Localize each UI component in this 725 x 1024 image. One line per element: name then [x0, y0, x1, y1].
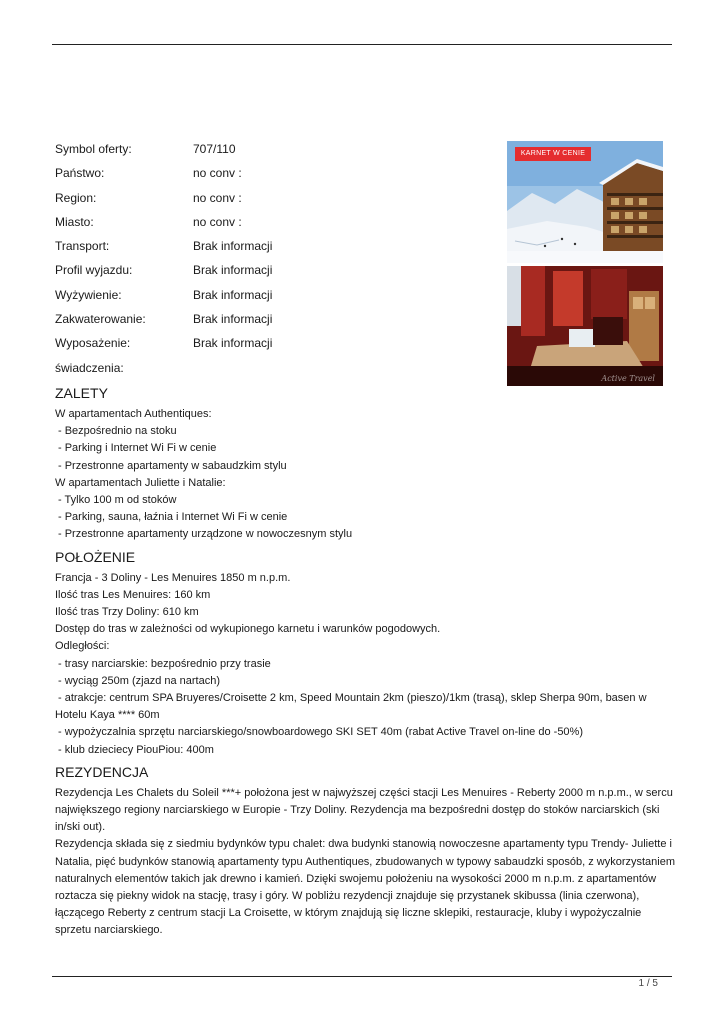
spec-label: Wyposażenie: [55, 336, 131, 351]
list-item: Hotelu Kaya **** 60m [55, 709, 160, 722]
spec-row [55, 361, 475, 385]
rezydencja-paragraph: Rezydencja składa się z siedmiu bydynków typu chalet: dwa budynki stanowią nowoczesne apartamenty typu Trendy- Juliette i Natalia, pięć budynków stanowią apartamenty typu Authentiques, zbudowanych w typowy sabaudzki sposób, z wykorzystaniem naturalnych elementów takich jak drewno i kamień. Dzięki swojemu położeniu na wysokości 2000 m n.p.m. z apartamentów roztacza się piekny widok na stację, trasy i góry. W pobliżu rezydencji znajduje się przystanek skibussa (linia czerwona), łączącego Reberty z centrum stacji La Croisette, w którym znajdują się liczne sklepiki, restauracje, kluby i wypożyczalnie sprzetu narciarskiego. [55, 838, 676, 937]
list-item: Francja - 3 Doliny - Les Menuires 1850 m n.p.m. [55, 571, 291, 584]
spec-row [55, 312, 475, 336]
list-item: - Parking i Internet Wi Fi w cenie [58, 442, 217, 455]
spec-label: Symbol oferty: [55, 142, 132, 156]
list-item: Dostęp do tras w zależności od wykupionego karnetu i warunków pogodowych. [55, 623, 441, 636]
list-item: - wyciąg 250m (zjazd na nartach) [58, 674, 221, 687]
spec-value: Brak informacji [193, 312, 273, 327]
spec-value: Brak informacji [193, 287, 273, 302]
spec-value: no conv : [193, 214, 242, 229]
spec-value: 707/110 [193, 142, 236, 156]
spec-row [55, 166, 475, 190]
list-item: - Przestronne apartamenty urządzone w nowoczesnym stylu [58, 528, 353, 541]
rezydencja-paragraph: Rezydencja Les Chalets du Soleil ***+ położona jest w najwyższej części stacji Les Menuires - Reberty 2000 m n.p.m., w sercu największego regiony narciarskiego w Europie - Trzy Doliny. Rezydencja ma bezpośredni dostęp do stoków narciarskich (ski in/ski out). [55, 786, 673, 834]
spec-value: Brak informacji [193, 239, 273, 254]
list-item: Ilość tras Les Menuires: 160 km [55, 588, 211, 601]
spec-label: Zakwaterowanie: [55, 312, 146, 327]
list-item: - atrakcje: centrum SPA Bruyeres/Croisette 2 km, Speed Mountain 2km (pieszo)/1km (trasą), sklep Sherpa 90m, basen w [58, 692, 647, 705]
spec-row [55, 288, 475, 312]
spec-row [55, 239, 475, 263]
zalety-list [55, 406, 675, 544]
list-item: - Bezpośrednio na stoku [58, 425, 177, 438]
spec-label: Region: [55, 190, 97, 205]
list-item: Ilość tras Trzy Doliny: 610 km [55, 606, 199, 619]
offer-specs [55, 142, 475, 385]
section-title-rezydencja: REZYDENCJA [55, 763, 149, 780]
resort-photo-illustration [507, 141, 663, 386]
section-title-zalety: ZALETY [55, 385, 108, 401]
spec-value: Brak informacji [193, 336, 273, 351]
spec-label: Państwo: [55, 166, 105, 181]
offer-content [55, 384, 675, 940]
list-item: - Przestronne apartamenty w sabaudzkim stylu [58, 459, 287, 472]
spec-value: no conv : [193, 190, 242, 205]
spec-row [55, 336, 475, 360]
list-item: - wypożyczalnia sprzętu narciarskiego/snowboardowego SKI SET 40m (rabat Active Travel on-line do -50%) [58, 726, 583, 739]
list-item: W apartamentach Juliette i Natalie: [55, 476, 226, 489]
spec-row [55, 191, 475, 215]
list-item: - Parking, sauna, łaźnia i Internet Wi Fi w cenie [58, 511, 288, 524]
karnet-badge: KARNET W CENIE [515, 147, 591, 161]
list-item: - Tylko 100 m od stoków [58, 494, 177, 507]
spec-row [55, 142, 475, 166]
spec-value: Brak informacji [193, 263, 273, 278]
spec-row [55, 263, 475, 287]
list-item: - klub dzieciecy PiouPiou: 400m [58, 743, 214, 756]
spec-row [55, 215, 475, 239]
list-item: Odległości: [55, 640, 110, 653]
list-item: W apartamentach Authentiques: [55, 408, 212, 420]
spec-label: Miasto: [55, 214, 94, 229]
polozenie-list [55, 570, 675, 759]
watermark-text: Active Travel [601, 374, 655, 383]
header-rule [52, 44, 672, 45]
list-item: - trasy narciarskie: bezpośrednio przy trasie [58, 657, 271, 670]
spec-value: no conv : [193, 166, 242, 181]
spec-label: świadczenia: [55, 360, 124, 375]
resort-photo [507, 141, 663, 386]
footer-rule [52, 976, 672, 977]
spec-label: Transport: [55, 239, 110, 254]
page-number: 1 / 5 [638, 978, 658, 989]
spec-label: Profil wyjazdu: [55, 263, 133, 278]
spec-label: Wyżywienie: [55, 287, 122, 302]
section-title-polozenie: POŁOŻENIE [55, 548, 136, 565]
